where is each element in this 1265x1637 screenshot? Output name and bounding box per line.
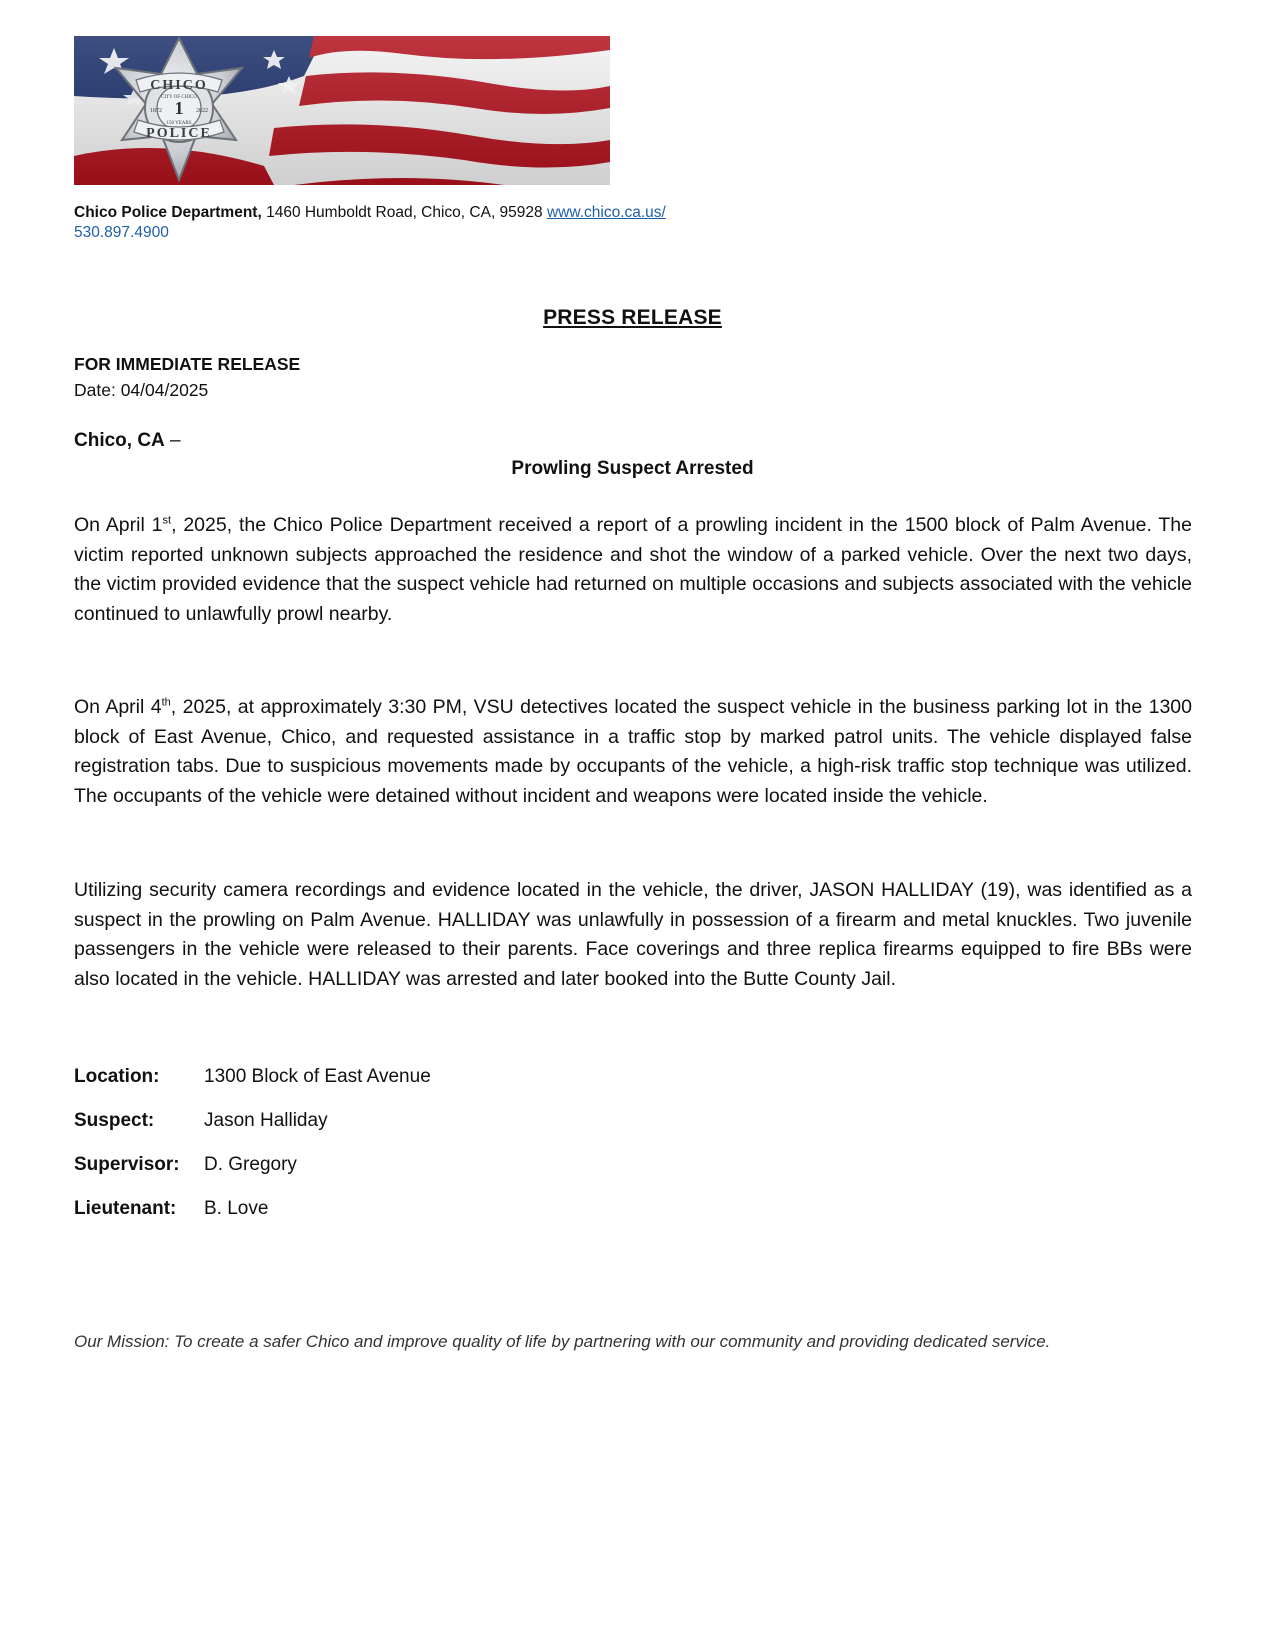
dateline-dash: –	[164, 430, 181, 451]
badge-number: 1	[174, 98, 184, 118]
detail-label: Suspect:	[74, 1110, 155, 1131]
detail-value: Jason Halliday	[204, 1110, 328, 1131]
paragraph-1-ordinal: st	[162, 514, 172, 527]
detail-value: 1300 Block of East Avenue	[204, 1066, 431, 1087]
detail-row-location	[74, 1066, 431, 1110]
detail-row-lieutenant	[74, 1198, 431, 1242]
badge-ring-text: CITY OF CHICO	[161, 95, 197, 100]
badge-year-left: 1872	[150, 108, 162, 114]
detail-row-supervisor	[74, 1154, 431, 1198]
paragraph-1-start: On April 1	[74, 514, 163, 536]
department-name: Chico Police Department,	[74, 204, 262, 221]
paragraph-1	[74, 511, 1192, 629]
press-release-title: PRESS RELEASE	[543, 306, 722, 329]
dateline	[74, 430, 181, 452]
incident-details	[74, 1066, 431, 1242]
paragraph-2-body: , 2025, at approximately 3:30 PM, VSU detectives located the suspect vehicle in the business parking lot in the 1300 block of East Avenue, Chico, and requested assistance in a traffic stop by marked patrol units. The vehicle displayed false registration tabs. Due to suspicious movements made by occupants of the vehicle, a high-risk traffic stop technique was utilized. The occupants of the vehicle were detained without incident and weapons were located inside the vehicle.	[74, 696, 1192, 807]
release-date: Date: 04/04/2025	[74, 380, 209, 400]
paragraph-2-start: On April 4	[74, 696, 162, 718]
department-contact-line	[74, 203, 666, 222]
detail-label: Location:	[74, 1066, 160, 1087]
badge-bottom-text: POLICE	[146, 126, 212, 141]
flag-badge-image	[74, 36, 610, 185]
detail-value: B. Love	[204, 1198, 269, 1219]
dateline-city: Chico, CA	[74, 430, 165, 451]
detail-row-suspect	[74, 1110, 431, 1154]
badge-years-label: 150 YEARS	[166, 121, 192, 126]
detail-label: Lieutenant:	[74, 1198, 177, 1219]
detail-label: Supervisor:	[74, 1154, 180, 1175]
mission-statement: Our Mission: To create a safer Chico and improve quality of life by partnering with our community and providing dedicated service.	[74, 1332, 1051, 1351]
badge-year-right: 2022	[196, 108, 208, 114]
police-flag-banner	[74, 36, 610, 185]
department-address: 1460 Humboldt Road, Chico, CA, 95928	[266, 204, 543, 221]
paragraph-1-body: , 2025, the Chico Police Department received a report of a prowling incident in the 1500 block of Palm Avenue. The victim reported unknown subjects approached the residence and shot the window of a parked vehicle. Over the next two days, the victim provided evidence that the suspect vehicle had returned on multiple occasions and subjects associated with the vehicle continued to unlawfully prowl nearby.	[74, 514, 1192, 625]
department-phone: 530.897.4900	[74, 224, 169, 241]
paragraph-2-ordinal: th	[161, 696, 171, 709]
website-link[interactable]: www.chico.ca.us/	[546, 204, 666, 221]
immediate-release-label: FOR IMMEDIATE RELEASE	[74, 354, 301, 374]
detail-value: D. Gregory	[204, 1154, 297, 1175]
badge-top-text: CHICO	[150, 78, 208, 93]
paragraph-2	[74, 693, 1192, 811]
paragraph-3: Utilizing security camera recordings and evidence located in the vehicle, the driver, JASON HALLIDAY (19), was identified as a suspect in the prowling on Palm Avenue. HALLIDAY was unlawfully in possession of a firearm and metal knuckles. Two juvenile passengers in the vehicle were released to their parents. Face coverings and three replica firearms equipped to fire BBs were also located in the vehicle. HALLIDAY was arrested and later booked into the Butte County Jail.	[74, 879, 1192, 990]
headline: Prowling Suspect Arrested	[511, 458, 754, 479]
